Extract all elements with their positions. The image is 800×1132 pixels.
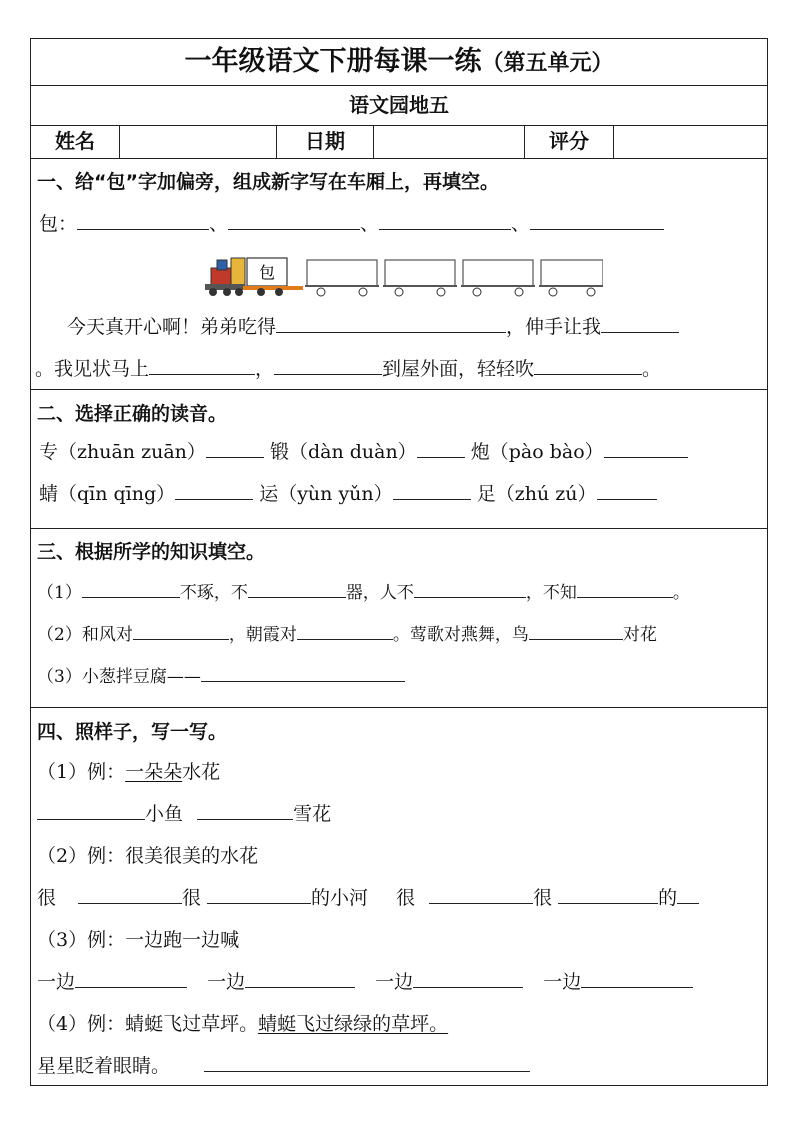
blank[interactable] (379, 211, 511, 230)
blank[interactable] (274, 356, 382, 375)
blank[interactable] (577, 579, 673, 598)
section4-example2: （2）例：很美很美的水花 (37, 845, 259, 867)
section4-answer1: 小鱼 雪花 (37, 801, 331, 827)
blank[interactable] (393, 481, 471, 500)
blank[interactable] (204, 1053, 530, 1072)
section4-example4: （4）例：蜻蜓飞过草坪。蜻蜓飞过绿绿的草坪。 (37, 1013, 449, 1035)
title-unit: （第五单元） (481, 51, 614, 76)
blank[interactable] (597, 481, 657, 500)
lesson-subtitle: 语文园地五 (349, 93, 449, 117)
blank[interactable] (228, 211, 360, 230)
blank[interactable] (197, 801, 293, 820)
blank[interactable] (75, 969, 187, 988)
train-car-2[interactable] (383, 260, 457, 296)
section4-example3: （3）例：一边跑一边喊 (37, 929, 240, 951)
section4-answer4: 星星眨着眼睛。 (37, 1053, 530, 1079)
train-car-bao (243, 258, 303, 296)
blank[interactable] (529, 621, 623, 640)
blank[interactable] (601, 314, 679, 333)
score-label: 评分 (549, 129, 589, 153)
date-label: 日期 (305, 129, 345, 153)
date-field[interactable] (374, 125, 524, 158)
section1-heading: 一、给“包”字加偏旁，组成新字写在车厢上，再填空。 (37, 171, 499, 193)
blank[interactable] (206, 439, 264, 458)
worksheet (30, 38, 768, 1086)
blank[interactable] (78, 885, 182, 904)
blank[interactable] (677, 885, 699, 904)
blank[interactable] (207, 885, 311, 904)
blank[interactable] (581, 969, 693, 988)
section3-q3: （3）小葱拌豆腐—— (37, 663, 405, 689)
blank[interactable] (413, 969, 523, 988)
blank[interactable] (276, 314, 506, 333)
section1-word-blanks: 包： 、 、 、 (39, 211, 664, 237)
blank[interactable] (82, 579, 180, 598)
train-car-1[interactable] (305, 260, 379, 296)
blank[interactable] (429, 885, 533, 904)
score-field[interactable] (614, 125, 764, 158)
section1-sentence-line2: 。我见状马上 ， 到屋外面，轻轻吹 。 (35, 358, 662, 380)
section3-heading: 三、根据所学的知识填空。 (37, 541, 266, 563)
blank[interactable] (530, 211, 664, 230)
blank[interactable] (604, 439, 688, 458)
blank[interactable] (77, 211, 209, 230)
page-title (31, 39, 767, 85)
blank[interactable] (248, 579, 346, 598)
name-field[interactable] (120, 125, 276, 158)
blank[interactable] (417, 439, 465, 458)
section3-q1: （1） 不琢，不 器，人不 ，不知 。 (37, 579, 690, 605)
section4-answer2: 很 很 的小河 很 很 的 (37, 885, 699, 911)
blank[interactable] (133, 621, 229, 640)
blank[interactable] (297, 621, 393, 640)
blank[interactable] (245, 969, 355, 988)
section2-heading: 二、选择正确的读音。 (37, 403, 228, 425)
section4-answer3: 一边 一边 一边 一边 (37, 969, 693, 995)
pinyin-row-2: 蜻（qīn qīng） 运（yùn yǔn） 足（zhú zú） (39, 481, 657, 507)
blank[interactable] (201, 663, 405, 682)
section3-q2: （2）和风对 ，朝霞对 。莺歌对燕舞，鸟 对花 (37, 621, 657, 647)
train-car-label: 包 (258, 263, 276, 282)
train-car-4[interactable] (539, 260, 603, 296)
title-main: 一年级语文下册每课一练 (184, 46, 482, 77)
blank[interactable] (414, 579, 526, 598)
pinyin-row-1: 专（zhuān zuān） 锻（dàn duàn） 炮（pào bào） (39, 439, 688, 465)
blank[interactable] (534, 356, 642, 375)
name-label: 姓名 (55, 129, 95, 153)
blank[interactable] (175, 481, 253, 500)
section1-sentence-line1: 今天真开心啊！弟弟吃得 ，伸手让我 (67, 314, 679, 340)
blank[interactable] (149, 356, 255, 375)
train-engine (205, 258, 245, 296)
section4-heading: 四、照样子，写一写。 (37, 721, 228, 743)
blank[interactable] (558, 885, 658, 904)
blank[interactable] (37, 801, 145, 820)
section4-example1: （1）例：一朵朵水花 (37, 761, 221, 783)
train-car-3[interactable] (461, 260, 535, 296)
train-illustration (203, 250, 603, 300)
